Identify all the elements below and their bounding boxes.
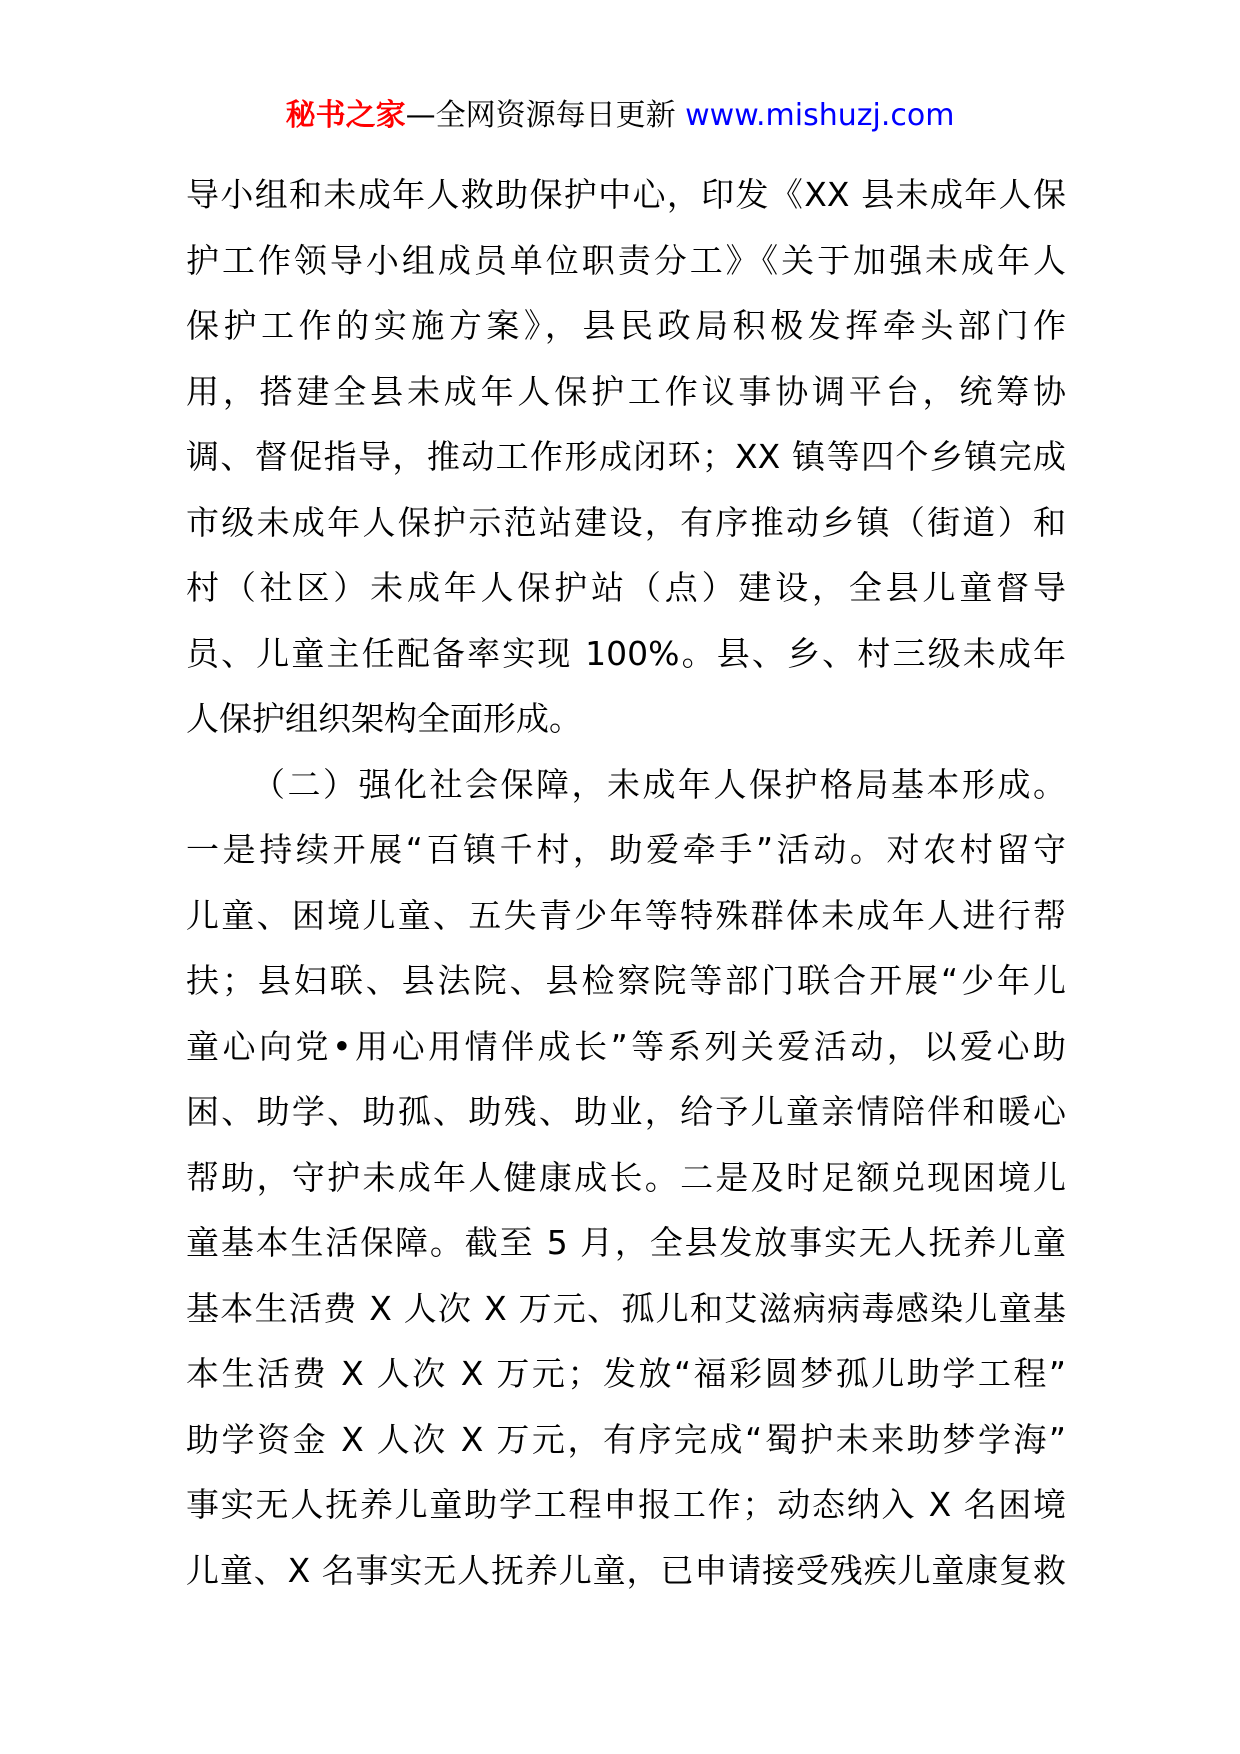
text-line: 保护工作的实施方案》，县民政局积极发挥牵头部门作 — [186, 306, 1066, 345]
site-url-link[interactable]: www.mishuzj.com — [685, 98, 955, 133]
text-line: 帮助，守护未成年人健康成长。二是及时足额兑现困境儿 — [186, 1157, 1066, 1197]
text-line: 导小组和未成年人救助保护中心，印发《XX 县未成年人保 — [186, 175, 1066, 214]
document-body — [186, 162, 1066, 1603]
text-line: 市级未成年人保护示范站建设，有序推动乡镇（街道）和 — [186, 502, 1066, 542]
text-line: 儿童、X 名事实无人抚养儿童，已申请接受残疾儿童康复救 — [186, 1550, 1066, 1590]
site-brand: 秘书之家 — [285, 98, 406, 133]
text-line: 困、助学、助孤、助残、助业，给予儿童亲情陪伴和暖心 — [186, 1092, 1066, 1131]
site-tagline: —全网资源每日更新 — [405, 98, 686, 133]
text-line: 调、督促指导，推动工作形成闭环；XX 镇等四个乡镇完成 — [186, 437, 1066, 476]
text-line: 员、儿童主任配备率实现 100%。县、乡、村三级未成年 — [186, 633, 1066, 673]
text-line: 护工作领导小组成员单位职责分工》《关于加强未成年人 — [186, 240, 1066, 280]
section-heading: （二）强化社会保障，未成年人保护格局基本形成。 — [252, 764, 1066, 804]
text-line: 事实无人抚养儿童助学工程申报工作；动态纳入 X 名困境 — [186, 1485, 1066, 1524]
text-line: 用，搭建全县未成年人保护工作议事协调平台，统筹协 — [186, 371, 1066, 411]
page-header — [0, 96, 1240, 136]
text-line: 本生活费 X 人次 X 万元；发放“福彩圆梦孤儿助学工程” — [186, 1354, 1066, 1393]
text-line: 童心向党•用心用情伴成长”等系列关爱活动，以爱心助 — [186, 1026, 1066, 1066]
text-line: 村（社区）未成年人保护站（点）建设，全县儿童督导 — [186, 568, 1066, 607]
text-line: 一是持续开展“百镇千村，助爱牵手”活动。对农村留守 — [186, 830, 1066, 869]
text-line: 基本生活费 X 人次 X 万元、孤儿和艾滋病病毒感染儿童基 — [186, 1288, 1066, 1328]
text-line: 人保护组织架构全面形成。 — [186, 699, 582, 738]
text-line: 儿童、困境儿童、五失青少年等特殊群体未成年人进行帮 — [186, 895, 1066, 935]
text-line: 助学资金 X 人次 X 万元，有序完成“蜀护未来助梦学海” — [186, 1419, 1066, 1459]
text-line: 扶；县妇联、县法院、县检察院等部门联合开展“少年儿 — [186, 961, 1066, 1000]
text-line: 童基本生活保障。截至 5 月，全县发放事实无人抚养儿童 — [186, 1223, 1066, 1262]
